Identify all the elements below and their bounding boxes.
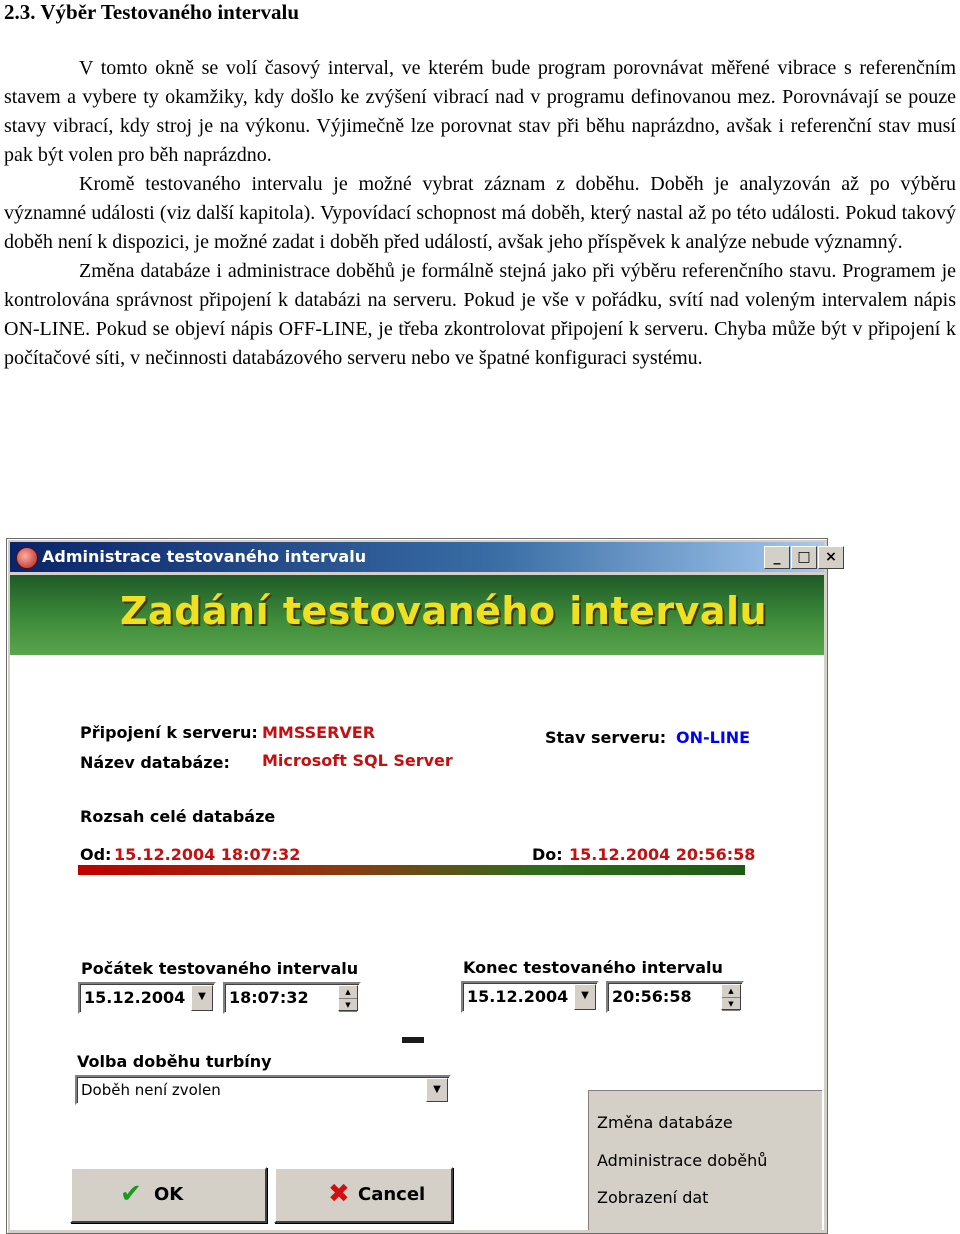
paragraph-1: V tomto okně se volí časový interval, ve kterém bude program porovnávat měřené vibrace s referenčním stavem a vybere ty okamžiky, kdy došlo ke zvýšení vibrací nad v programu definovanou mez. Porovnávají se pouze stavy vibrací, kdy stroj je na výkonu. Výjimečně lze porovnat stav při běhu naprázdno, avšak i referenční stav musí pak být volen pro běh naprázdno. — [4, 57, 956, 166]
app-window — [6, 538, 837, 1234]
show-data-link[interactable]: Zobrazení dat — [597, 1188, 709, 1207]
database-label: Název databáze: — [80, 753, 230, 772]
title-bar[interactable] — [10, 542, 837, 572]
database-range-bar — [78, 865, 745, 875]
chevron-down-icon[interactable]: ▼ — [574, 984, 596, 1010]
end-date-select[interactable] — [461, 981, 599, 1013]
banner — [10, 575, 824, 655]
cancel-label: Cancel — [358, 1184, 426, 1205]
minimize-button[interactable]: _ — [764, 546, 790, 569]
rundown-admin-link[interactable]: Administrace doběhů — [597, 1151, 768, 1170]
checkmark-icon: ✔ — [120, 1179, 142, 1209]
end-interval-label: Konec testovaného intervalu — [463, 958, 723, 977]
maximize-button[interactable]: □ — [791, 546, 817, 569]
end-time-spinner[interactable] — [606, 981, 744, 1013]
server-value: MMSSERVER — [262, 723, 376, 742]
cross-icon: ✖ — [328, 1179, 350, 1209]
spin-arrows-icon[interactable]: ▲ ▼ — [721, 984, 741, 1010]
from-label: Od: — [80, 845, 112, 864]
cancel-button[interactable] — [274, 1167, 453, 1223]
status-value: ON-LINE — [676, 728, 751, 747]
spin-arrows-icon[interactable]: ▲ ▼ — [338, 985, 358, 1011]
status-label: Stav serveru: — [545, 728, 667, 747]
chevron-down-icon[interactable]: ▼ — [191, 985, 213, 1011]
paragraph-2: Kromě testovaného intervalu je možné vybrat záznam z doběhu. Doběh je analyzován až po výběru významné události (viz další kapitola). Vypovídací schopnost má doběh, který nastal až po této události. Pokud takový doběh není k dispozici, je možné zadat i doběh před událostí, avšak jeho příspěvek k analýze nebude významný. — [4, 173, 956, 253]
database-value: Microsoft SQL Server — [262, 751, 453, 770]
to-value: 15.12.2004 20:56:58 — [569, 845, 756, 864]
from-value: 15.12.2004 18:07:32 — [114, 845, 301, 864]
window-title: Administrace testovaného intervalu — [42, 547, 367, 566]
interval-dash — [402, 1037, 424, 1043]
start-time-spinner[interactable] — [223, 982, 361, 1014]
start-date-value: 15.12.2004 — [84, 988, 186, 1007]
ok-button[interactable] — [70, 1167, 267, 1223]
rundown-select[interactable] — [75, 1075, 451, 1105]
rundown-label: Volba doběhu turbíny — [77, 1052, 272, 1071]
close-button[interactable]: × — [818, 546, 844, 569]
to-label: Do: — [532, 845, 563, 864]
start-interval-label: Počátek testovaného intervalu — [81, 959, 359, 978]
end-time-value: 20:56:58 — [612, 987, 692, 1006]
side-panel — [588, 1090, 822, 1230]
app-icon[interactable] — [16, 547, 38, 569]
chevron-down-icon[interactable]: ▼ — [426, 1078, 448, 1102]
start-date-select[interactable] — [78, 982, 216, 1014]
ok-label: OK — [154, 1184, 184, 1205]
change-database-link[interactable]: Změna databáze — [597, 1113, 733, 1132]
banner-title: Zadání testovaného intervalu — [120, 589, 768, 633]
paragraph-3: Změna databáze i administrace doběhů je formálně stejná jako při výběru referenčního stavu. Programem je kontrolována správnost připojení k databázi na serveru. Pokud je vše v pořádku, svítí nad voleným intervalem nápis ON-LINE. Pokud se objeví nápis OFF-LINE, je třeba zkontrolovat připojení k serveru. Chyba může být v připojení k počítačové síti, v nečinnosti databázového serveru nebo ve špatné konfiguraci systému. — [4, 260, 956, 369]
end-date-value: 15.12.2004 — [467, 987, 569, 1006]
window-client — [10, 575, 824, 1230]
section-heading: 2.3. Výběr Testovaného intervalu — [4, 0, 300, 24]
start-time-value: 18:07:32 — [229, 988, 309, 1007]
rundown-value: Doběh není zvolen — [81, 1081, 221, 1099]
body-text — [4, 54, 956, 373]
range-label: Rozsah celé databáze — [80, 807, 276, 826]
server-label: Připojení k serveru: — [80, 723, 258, 742]
